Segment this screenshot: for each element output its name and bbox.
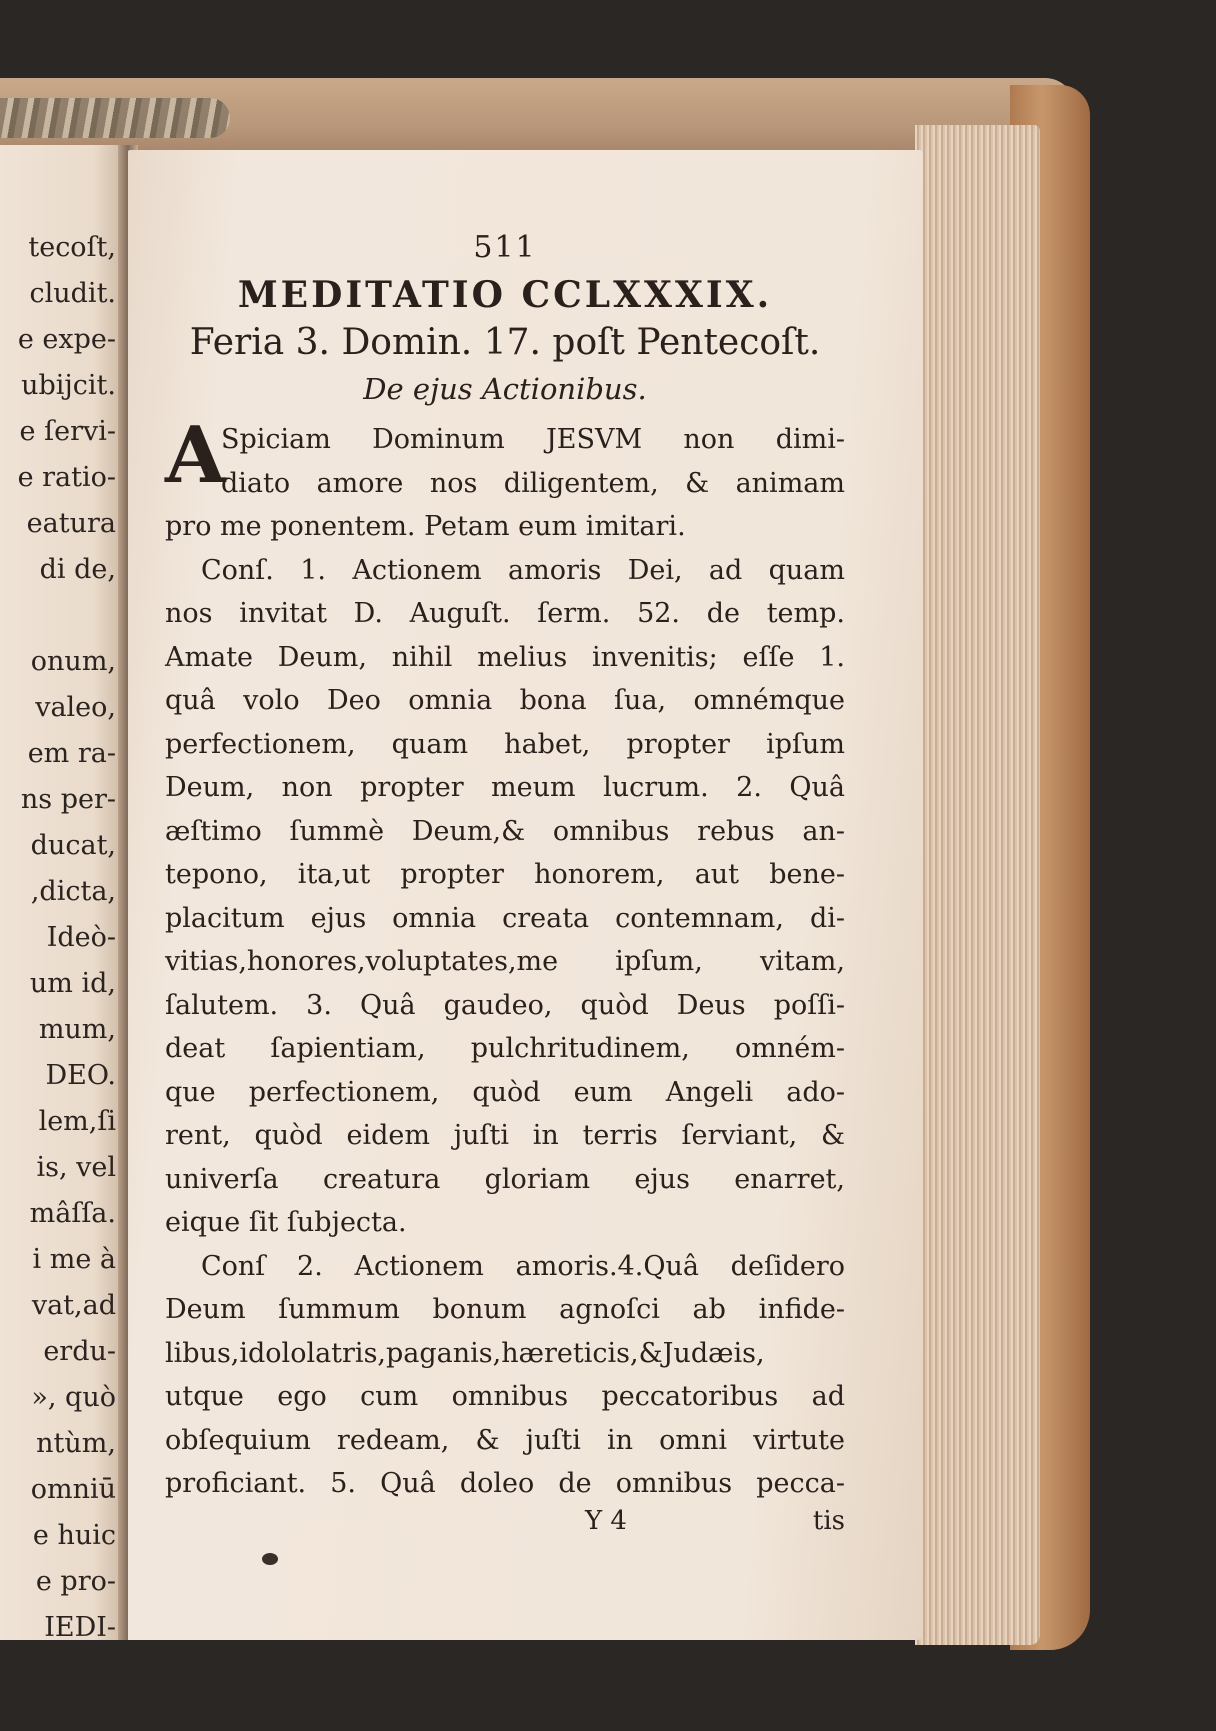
- subtitle: De ejus Actionibus.: [363, 372, 647, 406]
- paragraph-line: Deum, non propter meum lucrum. 2. Quâ: [165, 772, 845, 803]
- catchword: tis: [812, 1505, 845, 1536]
- left-page-line: IEDI-: [44, 1612, 116, 1643]
- paragraph-line: univerſa creatura gloriam ejus enarret,: [165, 1163, 845, 1195]
- left-page-line: vat,ad: [31, 1290, 116, 1321]
- paragraph-line: obſequium redeam, & juſti in omni virtute: [165, 1424, 845, 1456]
- left-page-line: e ratio-: [17, 462, 116, 493]
- left-page-line: Ideò-: [46, 922, 116, 953]
- intro-paragraph: [165, 410, 845, 549]
- left-page-text: [0, 225, 116, 1651]
- feria-heading: Feria 3. Domin. 17. poſt Pentecoſt.: [189, 322, 821, 363]
- paragraph-line: pro me ponentem. Petam eum imitari.: [165, 511, 686, 542]
- left-page-line: DEO.: [45, 1060, 116, 1091]
- headband: [0, 98, 230, 138]
- page-number: 511: [473, 230, 537, 265]
- drop-cap: A: [165, 410, 226, 501]
- ink-spot: [262, 1553, 278, 1565]
- consideration-2: [165, 1245, 845, 1506]
- paragraph-line: Spiciam Dominum JESVM non dimi-: [221, 424, 845, 455]
- left-page-line: ntùm,: [36, 1428, 116, 1459]
- left-page-line: », quò: [31, 1382, 116, 1413]
- left-page-line: lem,ſi: [38, 1106, 116, 1137]
- page-footer: [165, 1506, 845, 1550]
- paragraph-line: æſtimo ſummè Deum,& omnibus rebus an-: [165, 815, 845, 847]
- left-page-line: ns per-: [20, 784, 116, 815]
- left-page-line: cludit.: [29, 278, 116, 309]
- left-page-line: di de,: [39, 554, 116, 585]
- paragraph-line: proficiant. 5. Quâ doleo de omnibus pecca-: [165, 1468, 845, 1499]
- left-page-line: tecoſt,: [28, 232, 116, 263]
- consideration-1: [165, 549, 845, 1245]
- paragraph-line: Deum ſummum bonum agnoſci ab infide-: [165, 1294, 845, 1325]
- left-page-line: ducat,: [30, 830, 116, 861]
- paragraph-line: placitum ejus omnia creata contemnam, di-: [165, 902, 845, 934]
- left-page-line: e huic: [32, 1520, 116, 1551]
- paragraph-line: Amate Deum, nihil melius invenitis; eſſe 1.: [165, 641, 845, 673]
- paragraph-line: que perfectionem, quòd eum Angeli ado-: [165, 1076, 845, 1108]
- left-page-line: [0, 593, 116, 639]
- paragraph-line: utque ego cum omnibus peccatoribus ad: [165, 1381, 845, 1412]
- left-page-line: omniū: [30, 1474, 116, 1505]
- left-page-line: is, vel: [36, 1152, 116, 1183]
- left-page-line: eatura: [26, 508, 116, 539]
- paragraph-line: quâ volo Deo omnia bona ſua, omnémque: [165, 685, 845, 716]
- left-page-line: e pro-: [35, 1566, 116, 1597]
- paragraph-line: deat ſapientiam, pulchritudinem, omném-: [165, 1033, 845, 1064]
- left-page-line: ubijcit.: [21, 370, 116, 401]
- left-page-line: onum,: [30, 646, 116, 677]
- left-page-line: mâſſa.: [29, 1198, 116, 1229]
- left-page-line: um id,: [29, 968, 116, 999]
- paragraph-line: ſalutem. 3. Quâ gaudeo, quòd Deus poſſi-: [165, 989, 845, 1021]
- left-page-line: erdu-: [43, 1336, 116, 1367]
- signature-mark: Y 4: [585, 1505, 627, 1536]
- paragraph-line: perfectionem, quam habet, propter ipſum: [165, 728, 845, 760]
- paragraph-line: vitias,honores,voluptates,me ipſum, vitam,: [165, 946, 845, 977]
- left-page-line: ,dicta,: [30, 876, 116, 907]
- left-page-line: em ra-: [27, 738, 116, 769]
- left-page-line: e expe-: [17, 324, 116, 355]
- left-page-line: mum,: [38, 1014, 116, 1045]
- paragraph-line: tepono, ita,ut propter honorem, aut bene-: [165, 859, 845, 890]
- paragraph-line: eique ſit ſubjecta.: [165, 1207, 407, 1238]
- left-page-line: valeo,: [35, 692, 116, 723]
- left-page-line: i me à: [32, 1244, 116, 1275]
- paragraph-line: nos invitat D. Auguſt. ſerm. 52. de temp.: [165, 598, 845, 629]
- meditation-title: MEDITATIO CCLXXXIX.: [237, 274, 773, 316]
- paragraph-line: Conſ 2. Actionem amoris.4.Quâ deſidero: [201, 1250, 845, 1282]
- paragraph-line: rent, quòd eidem juſti in terris ſerviant, &: [165, 1120, 845, 1151]
- left-page-line: e ſervi-: [19, 416, 116, 447]
- page-edges: [915, 125, 1040, 1645]
- paragraph-line: diato amore nos diligentem, & animam: [221, 467, 845, 499]
- paragraph-line: Conſ. 1. Actionem amoris Dei, ad quam: [201, 554, 845, 586]
- right-page-text: [165, 230, 845, 1550]
- paragraph-line: libus,idololatris,paganis,hæreticis,&Judæis,: [165, 1337, 765, 1369]
